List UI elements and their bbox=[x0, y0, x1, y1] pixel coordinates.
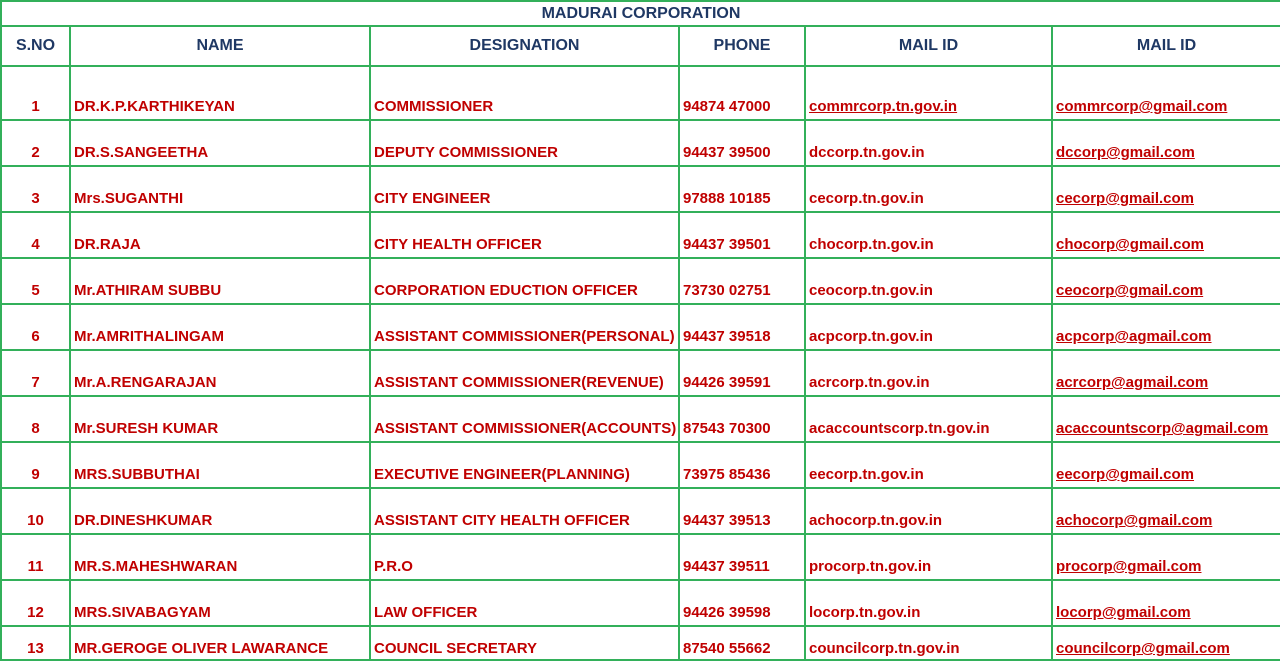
cell-sno: 11 bbox=[1, 534, 70, 580]
cell-designation: ASSISTANT COMMISSIONER(PERSONAL) bbox=[370, 304, 679, 350]
cell-designation: EXECUTIVE ENGINEER(PLANNING) bbox=[370, 442, 679, 488]
email-link[interactable]: councilcorp@gmail.com bbox=[1056, 640, 1230, 657]
email-link[interactable]: chocorp@gmail.com bbox=[1056, 236, 1204, 253]
email-link[interactable]: acrcorp@agmail.com bbox=[1056, 374, 1209, 391]
cell-designation: CITY HEALTH OFFICER bbox=[370, 212, 679, 258]
table-body bbox=[1, 66, 1280, 660]
cell-phone: 97888 10185 bbox=[679, 166, 805, 212]
email-link[interactable]: locorp@gmail.com bbox=[1056, 604, 1191, 621]
cell-name: DR.DINESHKUMAR bbox=[70, 488, 370, 534]
email-link[interactable]: achocorp@gmail.com bbox=[1056, 512, 1213, 529]
cell-sno: 6 bbox=[1, 304, 70, 350]
cell-email[interactable] bbox=[1052, 534, 1280, 580]
cell-sno: 1 bbox=[1, 66, 70, 120]
cell-sno: 3 bbox=[1, 166, 70, 212]
table-row bbox=[1, 534, 1280, 580]
table-row bbox=[1, 488, 1280, 534]
cell-mail-domain: acaccountscorp.tn.gov.in bbox=[805, 396, 1052, 442]
table-row bbox=[1, 166, 1280, 212]
cell-email[interactable] bbox=[1052, 350, 1280, 396]
cell-designation: COUNCIL SECRETARY bbox=[370, 626, 679, 660]
cell-email[interactable] bbox=[1052, 120, 1280, 166]
cell-sno: 2 bbox=[1, 120, 70, 166]
cell-name: Mr.AMRITHALINGAM bbox=[70, 304, 370, 350]
cell-email[interactable] bbox=[1052, 166, 1280, 212]
cell-mail-domain: procorp.tn.gov.in bbox=[805, 534, 1052, 580]
cell-mail-domain[interactable] bbox=[805, 66, 1052, 120]
cell-name: MR.S.MAHESHWARAN bbox=[70, 534, 370, 580]
cell-mail-domain: dccorp.tn.gov.in bbox=[805, 120, 1052, 166]
cell-mail-domain: acpcorp.tn.gov.in bbox=[805, 304, 1052, 350]
cell-email[interactable] bbox=[1052, 488, 1280, 534]
cell-phone: 87543 70300 bbox=[679, 396, 805, 442]
cell-email[interactable] bbox=[1052, 258, 1280, 304]
cell-name: Mr.SURESH KUMAR bbox=[70, 396, 370, 442]
cell-sno: 7 bbox=[1, 350, 70, 396]
email-link[interactable]: eecorp@gmail.com bbox=[1056, 466, 1195, 483]
cell-sno: 9 bbox=[1, 442, 70, 488]
email-link[interactable]: commrcorp.tn.gov.in bbox=[809, 98, 958, 115]
table-row bbox=[1, 626, 1280, 660]
cell-mail-domain: acrcorp.tn.gov.in bbox=[805, 350, 1052, 396]
table-row bbox=[1, 212, 1280, 258]
cell-mail-domain: cecorp.tn.gov.in bbox=[805, 166, 1052, 212]
cell-designation: ASSISTANT COMMISSIONER(REVENUE) bbox=[370, 350, 679, 396]
header-row bbox=[1, 26, 1280, 66]
cell-phone: 94437 39500 bbox=[679, 120, 805, 166]
cell-designation: COMMISSIONER bbox=[370, 66, 679, 120]
header-mail-id-2: MAIL ID bbox=[1052, 26, 1280, 66]
header-name: NAME bbox=[70, 26, 370, 66]
cell-phone: 94437 39511 bbox=[679, 534, 805, 580]
cell-phone: 94426 39591 bbox=[679, 350, 805, 396]
table-row bbox=[1, 66, 1280, 120]
cell-name: Mr.A.RENGARAJAN bbox=[70, 350, 370, 396]
cell-sno: 10 bbox=[1, 488, 70, 534]
cell-phone: 73730 02751 bbox=[679, 258, 805, 304]
cell-phone: 94426 39598 bbox=[679, 580, 805, 626]
cell-name: DR.RAJA bbox=[70, 212, 370, 258]
table-row bbox=[1, 258, 1280, 304]
email-link[interactable]: commrcorp@gmail.com bbox=[1056, 98, 1228, 115]
cell-email[interactable] bbox=[1052, 626, 1280, 660]
table-row bbox=[1, 350, 1280, 396]
email-link[interactable]: acaccountscorp@agmail.com bbox=[1056, 420, 1269, 437]
cell-phone: 87540 55662 bbox=[679, 626, 805, 660]
header-designation: DESIGNATION bbox=[370, 26, 679, 66]
email-link[interactable]: acpcorp@agmail.com bbox=[1056, 328, 1212, 345]
cell-designation: ASSISTANT CITY HEALTH OFFICER bbox=[370, 488, 679, 534]
email-link[interactable]: cecorp@gmail.com bbox=[1056, 190, 1195, 207]
header-sno: S.NO bbox=[1, 26, 70, 66]
header-phone: PHONE bbox=[679, 26, 805, 66]
cell-email[interactable] bbox=[1052, 396, 1280, 442]
cell-phone: 94437 39513 bbox=[679, 488, 805, 534]
table-row bbox=[1, 304, 1280, 350]
cell-designation: CORPORATION EDUCTION OFFICER bbox=[370, 258, 679, 304]
email-link[interactable]: dccorp@gmail.com bbox=[1056, 144, 1195, 161]
cell-mail-domain: chocorp.tn.gov.in bbox=[805, 212, 1052, 258]
cell-mail-domain: locorp.tn.gov.in bbox=[805, 580, 1052, 626]
cell-mail-domain: eecorp.tn.gov.in bbox=[805, 442, 1052, 488]
cell-phone: 94437 39518 bbox=[679, 304, 805, 350]
email-link[interactable]: procorp@gmail.com bbox=[1056, 558, 1202, 575]
cell-phone: 94437 39501 bbox=[679, 212, 805, 258]
cell-sno: 8 bbox=[1, 396, 70, 442]
cell-designation: LAW OFFICER bbox=[370, 580, 679, 626]
cell-name: Mr.ATHIRAM SUBBU bbox=[70, 258, 370, 304]
table-title: MADURAI CORPORATION bbox=[1, 1, 1280, 26]
cell-designation: ASSISTANT COMMISSIONER(ACCOUNTS) bbox=[370, 396, 679, 442]
cell-name: MRS.SIVABAGYAM bbox=[70, 580, 370, 626]
cell-designation: P.R.O bbox=[370, 534, 679, 580]
cell-sno: 4 bbox=[1, 212, 70, 258]
cell-mail-domain: achocorp.tn.gov.in bbox=[805, 488, 1052, 534]
email-link[interactable]: ceocorp@gmail.com bbox=[1056, 282, 1204, 299]
cell-email[interactable] bbox=[1052, 212, 1280, 258]
cell-name: MRS.SUBBUTHAI bbox=[70, 442, 370, 488]
cell-phone: 94874 47000 bbox=[679, 66, 805, 120]
cell-designation: DEPUTY COMMISSIONER bbox=[370, 120, 679, 166]
cell-sno: 5 bbox=[1, 258, 70, 304]
table-row bbox=[1, 580, 1280, 626]
cell-phone: 73975 85436 bbox=[679, 442, 805, 488]
cell-designation: CITY ENGINEER bbox=[370, 166, 679, 212]
cell-email[interactable] bbox=[1052, 442, 1280, 488]
cell-name: DR.K.P.KARTHIKEYAN bbox=[70, 66, 370, 120]
table-row bbox=[1, 120, 1280, 166]
cell-sno: 12 bbox=[1, 580, 70, 626]
cell-mail-domain: ceocorp.tn.gov.in bbox=[805, 258, 1052, 304]
cell-sno: 13 bbox=[1, 626, 70, 660]
table-row bbox=[1, 396, 1280, 442]
cell-name: MR.GEROGE OLIVER LAWARANCE bbox=[70, 626, 370, 660]
cell-email[interactable] bbox=[1052, 304, 1280, 350]
cell-email[interactable] bbox=[1052, 66, 1280, 120]
table-row bbox=[1, 442, 1280, 488]
cell-email[interactable] bbox=[1052, 580, 1280, 626]
title-row bbox=[1, 1, 1280, 26]
cell-mail-domain: councilcorp.tn.gov.in bbox=[805, 626, 1052, 660]
header-mail-id: MAIL ID bbox=[805, 26, 1052, 66]
cell-name: Mrs.SUGANTHI bbox=[70, 166, 370, 212]
cell-name: DR.S.SANGEETHA bbox=[70, 120, 370, 166]
